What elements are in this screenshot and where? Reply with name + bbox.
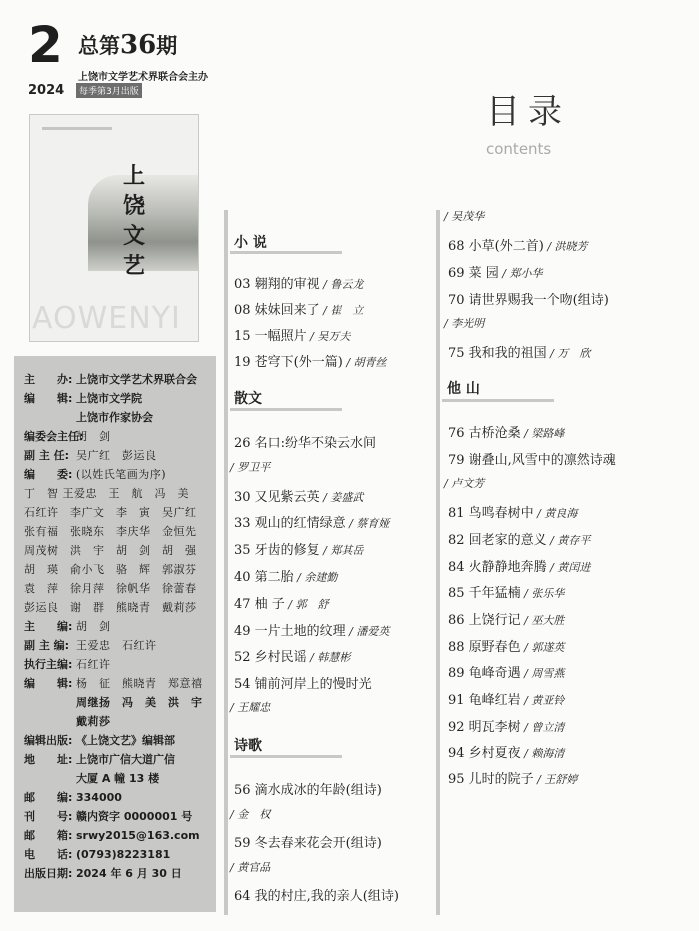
- committee-row: 周茂树 洪 宇 胡 剑 胡 强: [24, 544, 197, 557]
- entry-title: 76 古桥沧桑: [448, 426, 521, 441]
- label: 主 办:: [24, 373, 73, 386]
- total-prefix: 总第: [78, 34, 120, 58]
- toc-entry[interactable]: [448, 609, 564, 628]
- toc-entry[interactable]: [448, 502, 577, 521]
- entry-author: / 吴茂华: [444, 210, 485, 223]
- entry-title: 94 乡村夏夜: [448, 746, 521, 761]
- toc-entry[interactable]: [448, 235, 588, 254]
- value: 2024 年 6 月 30 日: [76, 867, 182, 880]
- label: 编委会主任:: [24, 430, 84, 443]
- value: 334000: [76, 791, 122, 804]
- value: 上饶市作家协会: [76, 411, 153, 424]
- entry-title: 79 谢叠山,风雪中的凛然诗魂: [448, 453, 616, 468]
- toc-entry-author-line[interactable]: [230, 806, 270, 822]
- entry-author: / 王舒婷: [533, 773, 578, 786]
- section-heading: 小 说: [234, 235, 267, 251]
- label: 编 辑:: [24, 677, 73, 690]
- toc-entry[interactable]: [234, 351, 387, 370]
- value: 上饶市文学院: [76, 392, 142, 405]
- entry-title: 70 请世界赐我一个吻(组诗): [448, 293, 609, 308]
- entry-author: / 吴万夫: [306, 330, 351, 343]
- entry-title: 69 菜 园: [448, 266, 499, 281]
- label: 电 话:: [24, 848, 73, 861]
- entry-title: 88 原野春色: [448, 640, 521, 655]
- entry-title: 82 回老家的意义: [448, 533, 547, 548]
- entry-title: 64 我的村庄,我的亲人(组诗): [234, 889, 399, 904]
- entry-title: 54 铺前河岸上的慢时光: [234, 677, 372, 692]
- toc-entry[interactable]: [234, 299, 363, 318]
- entry-author: / 周雪燕: [520, 667, 565, 680]
- entry-author: / 李光明: [444, 317, 485, 330]
- column-divider: [224, 210, 228, 915]
- entry-title: 91 龟峰红岩: [448, 693, 521, 708]
- toc-entry[interactable]: [448, 742, 564, 761]
- toc-entry[interactable]: [234, 620, 389, 639]
- entry-author: / 鲁云龙: [319, 278, 364, 291]
- entry-author: / 赖海清: [520, 747, 565, 760]
- value: 胡 剑: [76, 430, 111, 443]
- entry-author: / 蔡育娅: [345, 517, 390, 530]
- cover-small-text: [42, 127, 112, 130]
- entry-title: 35 牙齿的修复: [234, 543, 320, 558]
- toc-entry-author-line[interactable]: [444, 315, 484, 331]
- value: 杨 征 熊晓青 郑意禧: [76, 677, 203, 690]
- entry-author: / 梁路峰: [520, 427, 565, 440]
- value: 上饶市文学艺术界联合会: [76, 373, 197, 386]
- entry-title: 47 柚 子: [234, 597, 285, 612]
- cover-image: [29, 114, 199, 342]
- total-issue: [78, 30, 177, 60]
- total-number: 36: [120, 30, 157, 60]
- entry-title: 52 乡村民谣: [234, 650, 307, 665]
- toc-entry[interactable]: [448, 449, 616, 468]
- toc-entry[interactable]: [448, 422, 564, 441]
- issue-number: 2: [28, 16, 63, 74]
- value: 周继扬 冯 美 洪 宇: [76, 696, 203, 709]
- toc-entry[interactable]: [234, 432, 376, 451]
- year: 2024: [28, 83, 65, 98]
- cover-watermark: AOWENYI: [32, 301, 181, 336]
- entry-title: 95 儿时的院子: [448, 772, 534, 787]
- section-rule: [230, 755, 342, 758]
- entry-title: 92 明瓦李树: [448, 720, 521, 735]
- committee-row: 胡 瑛 俞小飞 骆 辉 郭淑芬: [24, 563, 197, 576]
- value: (0793)8223181: [76, 848, 171, 861]
- label: 邮 编:: [24, 791, 73, 804]
- entry-author: / 胡青丝: [342, 356, 387, 369]
- toc-entry[interactable]: [234, 673, 372, 692]
- cover-title: 上饶文艺: [122, 163, 145, 279]
- value: 大厦 A 幢 13 楼: [76, 772, 160, 785]
- entry-author: / 万 欣: [546, 347, 591, 360]
- entry-author: / 郭遂英: [520, 641, 565, 654]
- section-heading: 诗歌: [234, 738, 262, 754]
- label: 编辑出版:: [24, 734, 73, 747]
- total-suffix: 期: [156, 34, 178, 58]
- committee-row: 石红许 李广文 李 寅 吴广红: [24, 506, 197, 519]
- toc-entry[interactable]: [234, 593, 329, 612]
- entry-title: 08 妹妹回来了: [234, 303, 320, 318]
- entry-author: / 曾立清: [520, 721, 565, 734]
- entry-title: 75 我和我的祖国: [448, 346, 547, 361]
- toc-entry[interactable]: [448, 262, 543, 281]
- section-heading: 散文: [234, 391, 262, 407]
- entry-author: / 韩慧彬: [306, 651, 351, 664]
- value: 《上饶文艺》编辑部: [76, 734, 175, 747]
- toc-entry-author-line[interactable]: [230, 699, 270, 715]
- entry-title: 33 观山的红情绿意: [234, 516, 346, 531]
- toc-entry[interactable]: [234, 832, 382, 851]
- page-title: 目录: [486, 92, 570, 132]
- entry-author: / 姜盛武: [319, 491, 364, 504]
- toc-entry[interactable]: [448, 716, 564, 735]
- section-rule: [230, 251, 342, 254]
- entry-title: 03 翱翔的审视: [234, 277, 320, 292]
- host-line: 上饶市文学艺术界联合会主办: [78, 72, 208, 83]
- entry-title: 26 名口:纷华不染云水间: [234, 436, 377, 451]
- toc-entry[interactable]: [448, 342, 590, 361]
- label: 副 主 任:: [24, 449, 70, 462]
- entry-author: / 黄官品: [230, 861, 271, 874]
- entry-title: 15 一幅照片: [234, 329, 307, 344]
- toc-entry[interactable]: [448, 529, 590, 548]
- entry-author: / 卢文芳: [444, 477, 485, 490]
- entry-author: / 洪晓芳: [543, 240, 588, 253]
- toc-entry[interactable]: [448, 582, 564, 601]
- entry-title: 86 上饶行记: [448, 613, 521, 628]
- toc-entry[interactable]: [448, 768, 577, 787]
- entry-author: / 郭 舒: [284, 598, 329, 611]
- label: 执行主编:: [24, 658, 73, 671]
- entry-title: 49 一片土地的纹理: [234, 624, 346, 639]
- entry-author: / 黄闰进: [546, 561, 591, 574]
- label: 副 主 编:: [24, 639, 70, 652]
- committee-row: 彭运良 谢 群 熊晓青 戴莉莎: [24, 601, 197, 614]
- value: 戴莉莎: [76, 715, 111, 728]
- entry-author: / 黄亚铃: [520, 694, 565, 707]
- value: 赣内资字 0000001 号: [76, 810, 193, 823]
- committee-row: 丁 智 王爱忠 王 航 冯 美: [24, 487, 189, 500]
- entry-title: 30 又见紫云英: [234, 490, 320, 505]
- page-subtitle: contents: [486, 140, 552, 158]
- section-heading: 他 山: [447, 381, 480, 397]
- entry-title: 85 千年猛楠: [448, 586, 521, 601]
- value: 胡 剑: [76, 620, 111, 633]
- entry-author: / 黄良海: [533, 507, 578, 520]
- label: 编 委:: [24, 468, 73, 481]
- section-rule: [230, 408, 342, 411]
- entry-title: 19 苍穹下(外一篇): [234, 355, 343, 370]
- column-divider: [436, 210, 440, 915]
- toc-entry[interactable]: [234, 885, 399, 904]
- label: 刊 号:: [24, 810, 73, 823]
- committee-row: 袁 萍 徐月萍 徐帆华 徐蕾春: [24, 582, 197, 595]
- entry-author: / 郑其岳: [319, 544, 364, 557]
- toc-entry[interactable]: [448, 289, 609, 308]
- toc-entry[interactable]: [448, 689, 564, 708]
- value: 王爱忠 石红许: [76, 639, 157, 652]
- toc-entry[interactable]: [234, 566, 337, 585]
- value: 上饶市广信大道广信: [76, 753, 175, 766]
- toc-entry[interactable]: [448, 636, 564, 655]
- entry-author: / 罗卫平: [230, 461, 271, 474]
- label: 邮 箱:: [24, 829, 73, 842]
- label: 编 辑:: [24, 392, 73, 405]
- entry-author: / 金 权: [230, 808, 271, 821]
- label: 出版日期:: [24, 867, 73, 880]
- toc-entry[interactable]: [234, 512, 389, 531]
- toc-entry[interactable]: [234, 273, 363, 292]
- entry-title: 89 龟峰奇遇: [448, 666, 521, 681]
- toc-entry[interactable]: [234, 325, 350, 344]
- toc-entry[interactable]: [448, 662, 564, 681]
- value: 吴广红 彭运良: [76, 449, 157, 462]
- toc-entry-author-line[interactable]: [230, 859, 270, 875]
- entry-author: / 王耀忠: [230, 701, 271, 714]
- entry-title: 84 火静静地奔腾: [448, 560, 547, 575]
- entry-author: / 巫大胜: [520, 614, 565, 627]
- entry-author: / 张乐华: [520, 587, 565, 600]
- toc-entry[interactable]: [234, 486, 363, 505]
- masthead-info: [24, 370, 214, 883]
- entry-title: 68 小草(外二首): [448, 239, 544, 254]
- entry-author: / 余建勤: [293, 571, 338, 584]
- entry-author: / 郑小华: [498, 267, 543, 280]
- entry-title: 81 鸟鸣春树中: [448, 506, 534, 521]
- entry-author: / 崔 立: [319, 304, 364, 317]
- toc-entry[interactable]: [234, 779, 382, 798]
- label: 主 编:: [24, 620, 73, 633]
- frequency-badge: 每季第3月出版: [76, 83, 142, 98]
- value: srwy2015@163.com: [76, 829, 200, 842]
- value: (以姓氏笔画为序): [76, 468, 167, 481]
- toc-entry-author-line[interactable]: [444, 475, 484, 491]
- toc-entry[interactable]: [234, 646, 350, 665]
- value: 石红许: [76, 658, 111, 671]
- entry-title: 40 第二胎: [234, 570, 294, 585]
- section-rule: [442, 399, 554, 402]
- entry-author: / 黄存平: [546, 534, 591, 547]
- entry-title: 56 滴水成冰的年龄(组诗): [234, 783, 382, 798]
- entry-title: 59 冬去春来花会开(组诗): [234, 836, 382, 851]
- toc-entry[interactable]: [448, 556, 590, 575]
- toc-entry-author-line[interactable]: [230, 459, 270, 475]
- entry-author: / 潘爱英: [345, 625, 390, 638]
- label: 地 址:: [24, 753, 73, 766]
- toc-entry-author-line[interactable]: [444, 208, 484, 224]
- committee-row: 张有福 张晓东 李庆华 金恒先: [24, 525, 197, 538]
- toc-entry[interactable]: [234, 539, 363, 558]
